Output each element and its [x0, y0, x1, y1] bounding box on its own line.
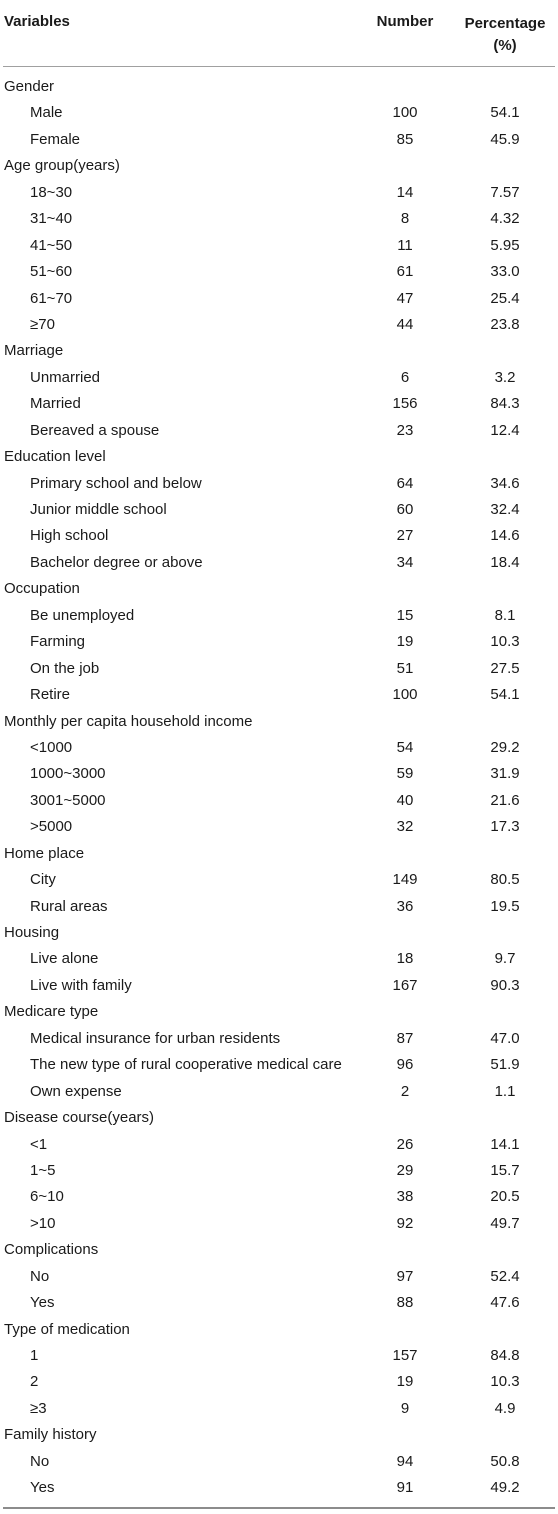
row-percentage: 29.2 [490, 738, 520, 756]
row-label: Monthly per capita household income [4, 712, 253, 730]
table-row [0, 497, 558, 523]
table-row [0, 180, 558, 206]
table-row [0, 946, 558, 972]
row-number: 23 [396, 421, 414, 439]
row-label: Live alone [30, 950, 99, 968]
row-number: 8 [400, 210, 410, 228]
row-label: >5000 [30, 818, 73, 836]
table-row [0, 682, 558, 708]
table-row [0, 629, 558, 655]
row-label: 2 [30, 1373, 39, 1391]
row-number: 149 [392, 871, 418, 889]
table-row [0, 735, 558, 761]
table-row [0, 365, 558, 391]
row-percentage: 32.4 [490, 501, 520, 518]
row-percentage: 12.4 [490, 421, 520, 439]
row-percentage: 14.6 [490, 527, 520, 545]
row-percentage: 4.32 [490, 210, 520, 228]
row-label: Own expense [30, 1082, 122, 1100]
row-number: 26 [396, 1135, 414, 1153]
table-row [0, 1449, 558, 1475]
table-row [0, 1396, 558, 1422]
row-label: Housing [4, 924, 60, 941]
table-row [0, 100, 558, 126]
table-row [0, 1158, 558, 1184]
row-number: 92 [396, 1214, 414, 1232]
row-percentage: 27.5 [490, 659, 520, 677]
row-percentage: 23.8 [490, 315, 520, 333]
row-label: Type of medication [4, 1320, 130, 1338]
row-percentage: 54.1 [490, 686, 520, 704]
table-row [0, 656, 558, 682]
row-number: 14 [396, 183, 414, 201]
row-percentage: 50.8 [490, 1452, 520, 1470]
table-row [0, 523, 558, 549]
row-number: 11 [397, 236, 413, 254]
row-percentage: 10.3 [490, 1373, 520, 1391]
table-row [0, 391, 558, 417]
table-row [0, 894, 558, 920]
row-label: Married [30, 395, 81, 413]
table-row [0, 603, 558, 629]
row-label: Female [30, 130, 81, 148]
row-number: 97 [396, 1267, 414, 1285]
table-body [0, 67, 558, 1502]
row-label: Live with family [30, 976, 132, 994]
row-percentage: 45.9 [490, 130, 520, 148]
row-percentage: 47.6 [490, 1294, 520, 1312]
table-row [0, 312, 558, 338]
row-percentage: 25.4 [490, 289, 520, 307]
row-percentage: 52.4 [490, 1267, 520, 1285]
group-row [0, 153, 558, 179]
group-row [0, 1422, 558, 1448]
row-percentage: 47.0 [490, 1029, 520, 1047]
row-number: 156 [392, 395, 418, 413]
row-label: No [30, 1267, 50, 1285]
row-percentage: 5.95 [490, 236, 520, 254]
row-percentage: 7.57 [490, 183, 520, 201]
table-row [0, 1079, 558, 1105]
table-row [0, 1052, 558, 1078]
row-number: 94 [396, 1452, 414, 1470]
table-row [0, 1211, 558, 1237]
row-label: Medicare type [4, 1003, 99, 1021]
table-row [0, 1026, 558, 1052]
table-row [0, 233, 558, 259]
row-percentage: 34.6 [490, 474, 520, 492]
row-label: 31~40 [30, 210, 73, 228]
group-row [0, 338, 558, 364]
row-number: 36 [396, 897, 414, 915]
row-label: Occupation [4, 580, 80, 598]
row-number: 96 [396, 1056, 414, 1074]
row-label: Rural areas [30, 897, 108, 915]
group-row [0, 74, 558, 100]
row-percentage: 54.1 [490, 104, 520, 122]
row-number: 87 [396, 1029, 414, 1047]
row-label: Education level [4, 448, 106, 466]
group-row [0, 1237, 558, 1263]
table-row [0, 1290, 558, 1316]
row-label: Bereaved a spouse [30, 421, 160, 439]
table-row [0, 286, 558, 312]
group-row [0, 576, 558, 602]
row-number: 27 [396, 527, 414, 545]
group-row [0, 841, 558, 867]
row-percentage: 49.7 [490, 1214, 520, 1232]
row-label: High school [30, 527, 109, 545]
row-percentage: 14.1 [490, 1135, 520, 1153]
row-label: 3001~5000 [30, 791, 106, 809]
table-row [0, 814, 558, 840]
group-row [0, 1317, 558, 1343]
row-label: On the job [30, 659, 100, 677]
row-percentage: 10.3 [490, 633, 520, 651]
row-number: 60 [396, 501, 414, 518]
row-label: Age group(years) [4, 157, 120, 175]
row-percentage: 18.4 [490, 553, 520, 571]
row-number: 167 [392, 976, 418, 994]
row-number: 40 [396, 791, 414, 809]
row-number: 85 [396, 130, 414, 148]
table-row [0, 1132, 558, 1158]
row-label: Family history [4, 1426, 97, 1444]
table-row [0, 1184, 558, 1210]
row-label: ≥70 [30, 315, 55, 333]
table-row [0, 761, 558, 787]
table-row [0, 471, 558, 497]
row-label: Bachelor degree or above [30, 553, 203, 571]
row-label: 18~30 [30, 183, 73, 201]
group-row [0, 444, 558, 470]
row-number: 100 [392, 686, 418, 704]
header-variables: Variables [4, 13, 70, 30]
row-number: 51 [396, 659, 414, 677]
row-number: 9 [400, 1399, 410, 1417]
row-label: <1000 [30, 738, 73, 756]
row-percentage: 49.2 [490, 1479, 520, 1497]
row-number: 18 [396, 950, 414, 968]
row-percentage: 1.1 [494, 1082, 516, 1100]
row-number: 59 [396, 765, 414, 783]
table-row [0, 788, 558, 814]
row-label: Gender [4, 78, 55, 95]
row-label: Unmarried [30, 368, 101, 386]
row-percentage: 15.7 [490, 1161, 520, 1179]
table-row [0, 1369, 558, 1395]
row-label: Farming [30, 633, 86, 651]
table-row [0, 550, 558, 576]
row-number: 64 [396, 474, 414, 492]
row-number: 88 [396, 1294, 414, 1312]
row-percentage: 84.3 [490, 395, 520, 413]
row-label: >10 [30, 1214, 56, 1232]
row-percentage: 17.3 [490, 818, 520, 836]
row-number: 61 [396, 263, 414, 281]
group-row [0, 999, 558, 1025]
row-percentage: 90.3 [490, 976, 520, 994]
row-label: Disease course(years) [4, 1109, 155, 1127]
row-percentage: 31.9 [490, 765, 520, 783]
row-number: 157 [392, 1347, 418, 1364]
row-percentage: 3.2 [494, 368, 516, 386]
row-label: <1 [30, 1135, 48, 1153]
row-percentage: 21.6 [490, 791, 520, 809]
row-label: ≥3 [30, 1399, 47, 1417]
row-label: Primary school and below [30, 474, 202, 492]
row-number: 15 [396, 606, 414, 624]
row-percentage: 9.7 [494, 950, 516, 968]
table-row [0, 1343, 558, 1369]
row-label: Marriage [4, 342, 64, 360]
row-label: Medical insurance for urban residents [30, 1029, 281, 1047]
row-label: Junior middle school [30, 501, 167, 518]
row-label: Retire [30, 686, 71, 704]
row-number: 44 [396, 315, 414, 333]
row-number: 19 [396, 633, 414, 651]
row-label: No [30, 1452, 50, 1470]
row-number: 38 [396, 1188, 414, 1206]
table-row [0, 867, 558, 893]
table-row [0, 259, 558, 285]
row-percentage: 8.1 [494, 606, 516, 624]
group-row [0, 709, 558, 735]
row-number: 2 [400, 1082, 410, 1100]
row-label: 1 [30, 1347, 39, 1364]
row-number: 32 [396, 818, 414, 836]
header-number: Number [376, 13, 434, 30]
row-number: 34 [396, 553, 414, 571]
row-percentage: 4.9 [494, 1399, 516, 1417]
row-label: 51~60 [30, 263, 73, 281]
table-row [0, 1475, 558, 1501]
row-label: Home place [4, 844, 85, 862]
row-number: 100 [392, 104, 418, 122]
row-label: City [30, 871, 56, 889]
row-number: 91 [396, 1479, 414, 1497]
row-number: 19 [396, 1373, 414, 1391]
table-row [0, 1264, 558, 1290]
row-label: 41~50 [30, 236, 73, 254]
row-percentage: 84.8 [490, 1347, 520, 1364]
row-label: 6~10 [30, 1188, 64, 1206]
table-row [0, 418, 558, 444]
row-number: 54 [396, 738, 414, 756]
table-header [0, 0, 558, 66]
bottom-rule [3, 1507, 555, 1509]
row-label: Male [30, 104, 63, 122]
row-percentage: 19.5 [490, 897, 520, 915]
row-number: 6 [400, 368, 410, 386]
row-label: 1~5 [30, 1161, 56, 1179]
row-label: Yes [30, 1479, 55, 1497]
row-label: 1000~3000 [30, 765, 106, 783]
row-percentage: 20.5 [490, 1188, 520, 1206]
header-percentage: Percentage (%) [464, 15, 546, 54]
row-label: The new type of rural cooperative medical care [30, 1056, 342, 1074]
row-percentage: 51.9 [490, 1056, 520, 1074]
table-row [0, 206, 558, 232]
row-label: 61~70 [30, 289, 73, 307]
table-row [0, 973, 558, 999]
row-label: Yes [30, 1294, 55, 1312]
row-number: 47 [396, 289, 414, 307]
group-row [0, 1105, 558, 1131]
row-percentage: 33.0 [490, 263, 520, 281]
row-label: Complications [4, 1241, 99, 1259]
row-label: Be unemployed [30, 606, 135, 624]
row-number: 29 [396, 1161, 414, 1179]
table-row [0, 127, 558, 153]
group-row [0, 920, 558, 946]
row-percentage: 80.5 [490, 871, 520, 889]
